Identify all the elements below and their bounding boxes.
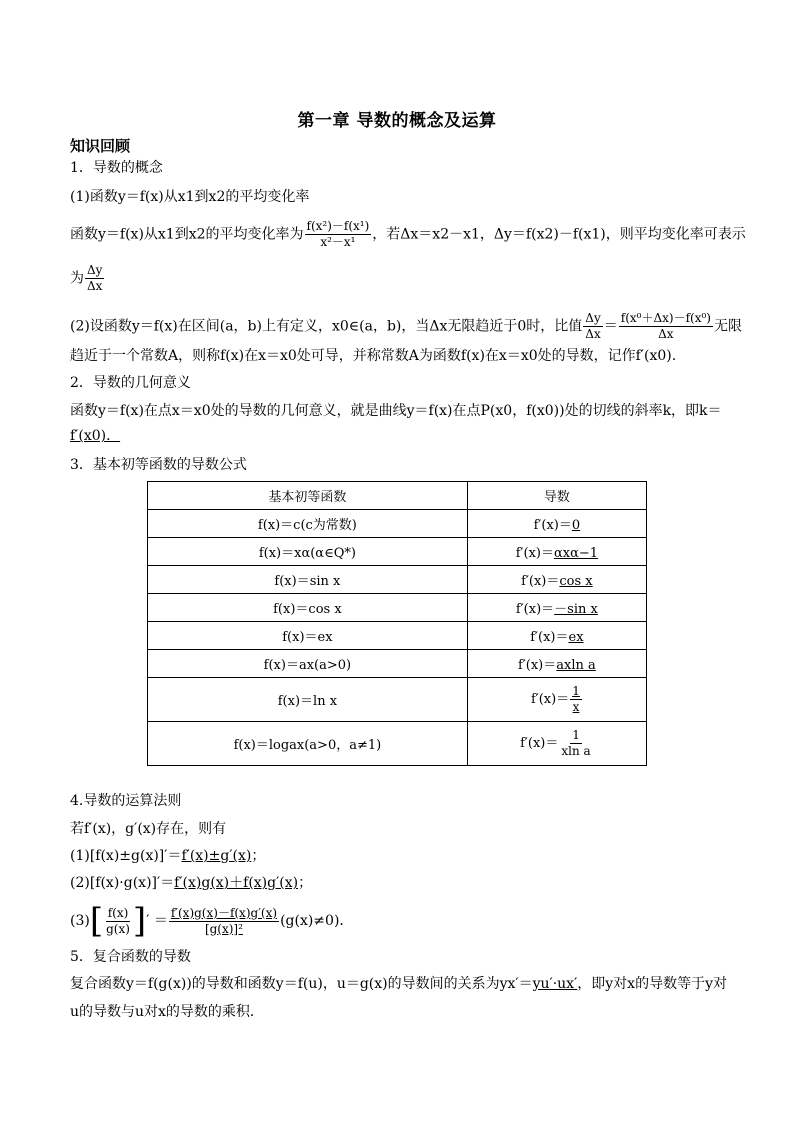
rule1-end: ； <box>251 848 266 864</box>
derivative-answer: 0 <box>571 518 581 533</box>
rule1-lhs: (1)[f(x)±g(x)]′＝ <box>70 848 182 864</box>
rule3-den: [g(x)]² <box>204 921 243 936</box>
rule3-label: (3) <box>70 913 90 929</box>
rule3-inner-num: f(x) <box>107 905 129 920</box>
derivative-prefix: f′(x)＝ <box>520 736 559 751</box>
chapter-title: 第一章 导数的概念及运算 <box>297 111 497 131</box>
s2-text-a: 函数y＝f(x)在点x＝x0处的导数的几何意义，就是曲线y＝f(x)在点P(x0，f(x0))处的切线的斜率k，即k＝ <box>70 403 722 419</box>
s5-text-c: u的导数与u对x的导数的乘积． <box>70 1004 264 1020</box>
s2-text-b: f′(x0)． <box>70 428 121 444</box>
s5-text-a: 复合函数y＝f(g(x))的导数和函数y＝f(u)，u＝g(x)的导数间的关系为yx′＝ <box>70 976 533 992</box>
s1-p1-cont <box>70 263 105 294</box>
rule3-bracket <box>89 901 147 941</box>
s1-title: 1．导数的概念 <box>70 160 163 176</box>
derivative-prefix: f′(x)＝ <box>518 658 557 673</box>
ratio-fraction-1 <box>583 311 602 342</box>
derivative-prefix: f′(x)＝ <box>521 574 560 589</box>
table-row <box>148 538 647 566</box>
s2-title: 2．导数的几何意义 <box>70 375 191 391</box>
derivative-fraction <box>570 684 582 715</box>
ratio1-den: Δx <box>585 327 601 341</box>
derivative-prefix: f′(x)＝ <box>515 546 554 561</box>
col-header-derivative: 导数 <box>467 482 646 510</box>
table-header-row <box>148 482 647 510</box>
s5-text <box>70 974 727 994</box>
s4-rule-3 <box>70 901 354 941</box>
function-cell: f(x)＝ax(a>0) <box>148 650 468 678</box>
dy-dx-fraction <box>85 263 104 294</box>
rule3-fraction <box>169 906 279 937</box>
derivative-table <box>147 481 647 766</box>
function-cell: f(x)＝c(c为常数) <box>148 510 468 538</box>
function-cell: f(x)＝ex <box>148 622 468 650</box>
function-cell: f(x)＝xα(α∈Q*) <box>148 538 468 566</box>
derivative-cell <box>467 538 646 566</box>
ratio-fraction-2 <box>619 311 713 342</box>
s1-p2-text: (2)设函数y＝f(x)在区间(a，b)上有定义，x0∈(a，b)，当Δx无限趋近于0时，比值 $\frac{\Delta y}{\Delta x}$ ＝ $\frac{\text{f(x⁰＋Δx)－f(x⁰)}}{\Delta x}$ 无限 <box>70 311 742 341</box>
rule3-num: f′(x)g(x)－f(x)g′(x) <box>170 905 278 920</box>
derivative-cell <box>467 650 646 678</box>
s1-p1-text <box>70 219 746 250</box>
derivative-prefix: f′(x)＝ <box>515 602 555 617</box>
derivative-answer: －sin x <box>554 602 598 617</box>
s1-p2-text-b: 无限 <box>713 318 742 335</box>
ratio2-num: f(x⁰＋Δx)－f(x⁰) <box>620 311 711 325</box>
avg-rate-num: f(x²)－f(x¹) <box>306 219 370 233</box>
derivative-num: 1 <box>572 728 580 742</box>
derivative-cell <box>467 594 646 622</box>
s1-p2-text-a: (2)设函数y＝f(x)在区间(a，b)上有定义，x0∈(a，b)，当Δx无限趋近于0时，比值 <box>70 318 583 335</box>
s4-rule-2 <box>70 873 312 893</box>
table-row <box>148 510 647 538</box>
derivative-cell <box>467 622 646 650</box>
derivative-prefix: f′(x)＝ <box>530 692 570 707</box>
s1-p2-cont: 趋近于一个常数A，则称f(x)在x＝x0处可导，并称常数A为函数f(x)在x＝x0处的导数，记作f′(x0). <box>70 348 677 364</box>
table-row <box>148 594 647 622</box>
rule2-rhs: f′(x)g(x)＋f(x)g′(x) <box>174 875 299 891</box>
rule3-eq: ＝ <box>153 913 168 929</box>
table-row <box>148 650 647 678</box>
dy-label: Δy <box>87 263 103 277</box>
derivative-cell <box>467 722 646 766</box>
rule3-inner-den: g(x) <box>106 921 130 936</box>
table-row <box>148 622 647 650</box>
derivative-answer: axln a <box>556 658 596 673</box>
table-row <box>148 678 647 722</box>
derivative-fraction <box>559 728 592 759</box>
rule3-inner-fraction <box>104 906 132 937</box>
rule1-rhs: f′(x)±g′(x) <box>181 848 252 864</box>
rule3-prime: ′ <box>146 913 150 929</box>
s5-title: 5．复合函数的导数 <box>70 949 191 965</box>
right-bracket-glyph: ] <box>132 901 147 941</box>
table-row <box>148 722 647 766</box>
s4-title: 4.导数的运算法则 <box>70 793 182 809</box>
rule2-lhs: (2)[f(x)·g(x)]′＝ <box>70 875 175 891</box>
ratio1-num: Δy <box>585 311 601 325</box>
derivative-den: x <box>572 700 580 714</box>
dx-label: Δx <box>87 279 103 293</box>
s1-p1-text-a: 函数y＝f(x)从x1到x2的平均变化率为 <box>70 226 304 243</box>
function-cell: f(x)＝sin x <box>148 566 468 594</box>
table-row <box>148 566 647 594</box>
s5-chain-rule: yu′·ux′ <box>532 976 578 992</box>
derivative-cell <box>467 510 646 538</box>
derivative-answer: αxα−1 <box>553 546 599 561</box>
section-heading: 知识回顾 <box>70 137 131 155</box>
s1-p1-text-c: 为 <box>70 270 84 287</box>
s1-p1-text-b: ，若Δx＝x2－x1，Δy＝f(x2)－f(x1)，则平均变化率可表示 <box>372 226 746 243</box>
derivative-answer: cos x <box>559 574 593 589</box>
left-bracket-glyph: [ <box>89 901 104 941</box>
derivative-prefix: f′(x)＝ <box>533 518 572 533</box>
rule2-end: ； <box>298 875 313 891</box>
s4-rule-1 <box>70 846 265 866</box>
avg-rate-den: x²－x¹ <box>320 235 356 249</box>
function-cell: f(x)＝logax(a>0，a≠1) <box>148 722 468 766</box>
rule3-end: (g(x)≠0)． <box>280 913 354 929</box>
derivative-num: 1 <box>572 684 580 698</box>
function-cell: f(x)＝ln x <box>148 678 468 722</box>
function-cell: f(x)＝cos x <box>148 594 468 622</box>
s1-p1-title: (1)函数y＝f(x)从x1到x2的平均变化率 <box>70 189 310 205</box>
derivative-den: xln a <box>561 744 591 758</box>
avg-rate-fraction <box>305 219 372 250</box>
s5-text-b: ，即y对x的导数等于y对 <box>577 976 727 992</box>
derivative-cell <box>467 678 646 722</box>
col-header-function: 基本初等函数 <box>148 482 468 510</box>
derivative-cell <box>467 566 646 594</box>
ratio2-den: Δx <box>658 327 674 341</box>
s3-title: 3．基本初等函数的导数公式 <box>70 457 247 473</box>
s4-intro: 若f′(x)，g′(x)存在，则有 <box>70 821 227 837</box>
derivative-prefix: f′(x)＝ <box>530 630 569 645</box>
derivative-answer: ex <box>568 630 584 645</box>
